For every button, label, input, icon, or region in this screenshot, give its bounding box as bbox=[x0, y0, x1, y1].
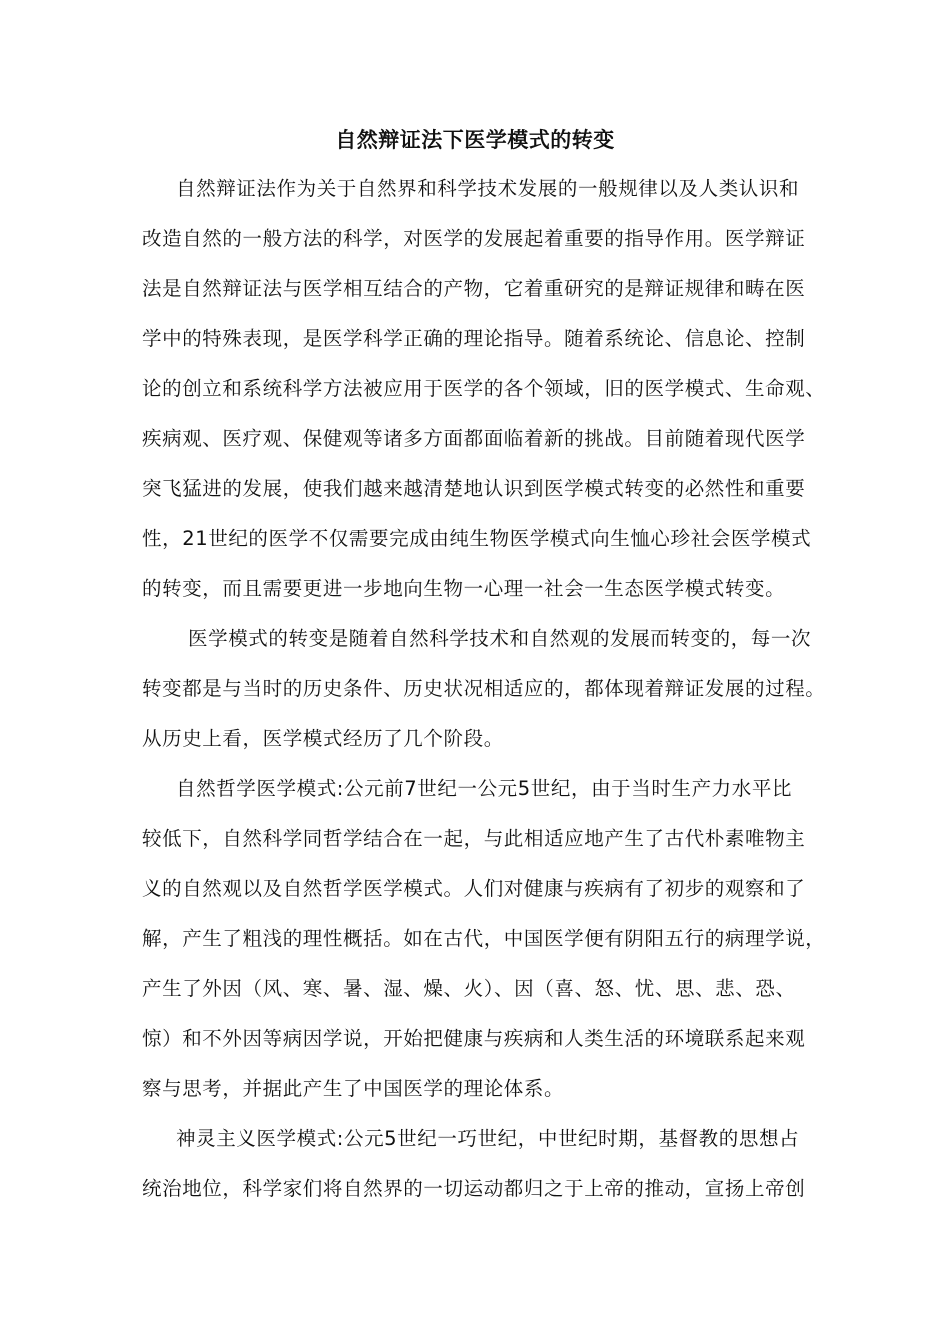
paragraph-3-line-5: 产生了外因（风、寒、暑、湿、燥、火）、因（喜、怒、忧、思、悲、恐、 bbox=[142, 977, 796, 1000]
paragraph-3-line-6: 惊）和不外因等病因学说，开始把健康与疾病和人类生活的环境联系起来观 bbox=[142, 1027, 806, 1050]
paragraph-2-line-3: 从历史上看，医学模式经历了几个阶段。 bbox=[142, 727, 504, 750]
paragraph-3-line-3: 义的自然观以及自然哲学医学模式。人们对健康与疾病有了初步的观察和了 bbox=[142, 877, 806, 900]
paragraph-2-line-1: 医学模式的转变是随着自然科学技术和自然观的发展而转变的，每一次 bbox=[188, 627, 812, 650]
paragraph-1-line-1: 自然辩证法作为关于自然界和科学技术发展的一般规律以及人类认识和 bbox=[176, 177, 800, 200]
document-title: 自然辩证法下医学模式的转变 bbox=[335, 128, 615, 152]
paragraph-1-line-5: 论的创立和系统科学方法被应用于医学的各个领域，旧的医学模式、生命观、 bbox=[142, 377, 826, 400]
paragraph-4-line-2: 统治地位，科学家们将自然界的一切运动都归之于上帝的推动，宣扬上帝创 bbox=[142, 1177, 806, 1200]
paragraph-3-line-2: 较低下，自然科学同哲学结合在一起，与此相适应地产生了古代朴素唯物主 bbox=[142, 827, 806, 850]
paragraph-1-line-8: 性，21世纪的医学不仅需要完成由纯生物医学模式向生恤心珍社会医学模式 bbox=[142, 527, 812, 550]
paragraph-1-line-2: 改造自然的一般方法的科学，对医学的发展起着重要的指导作用。医学辩证 bbox=[142, 227, 806, 250]
paragraph-1-line-4: 学中的特殊表现，是医学科学正确的理论指导。随着系统论、信息论、控制 bbox=[142, 327, 806, 350]
paragraph-1-line-3: 法是自然辩证法与医学相互结合的产物，它着重研究的是辩证规律和畴在医 bbox=[142, 277, 806, 300]
paragraph-3-line-1: 自然哲学医学模式:公元前7世纪一公元5世纪，由于当时生产力水平比 bbox=[176, 777, 793, 800]
paragraph-3-line-7: 察与思考，并据此产生了中国医学的理论体系。 bbox=[142, 1077, 565, 1100]
paragraph-1-line-7: 突飞猛进的发展，使我们越来越清楚地认识到医学模式转变的必然性和重要 bbox=[142, 477, 806, 500]
paragraph-2-line-2: 转变都是与当时的历史条件、历史状况相适应的，都体现着辩证发展的过程。 bbox=[142, 677, 826, 700]
paragraph-1-line-6: 疾病观、医疗观、保健观等诸多方面都面临着新的挑战。目前随着现代医学 bbox=[142, 427, 806, 450]
paragraph-1-line-9: 的转变，而且需要更进一步地向生物一心理一社会一生态医学模式转变。 bbox=[142, 577, 786, 600]
paragraph-4-line-1: 神灵主义医学模式:公元5世纪一巧世纪，中世纪时期，基督教的思想占 bbox=[176, 1127, 800, 1150]
paragraph-3-line-4: 解，产生了粗浅的理性概括。如在古代，中国医学便有阴阳五行的病理学说， bbox=[142, 927, 826, 950]
